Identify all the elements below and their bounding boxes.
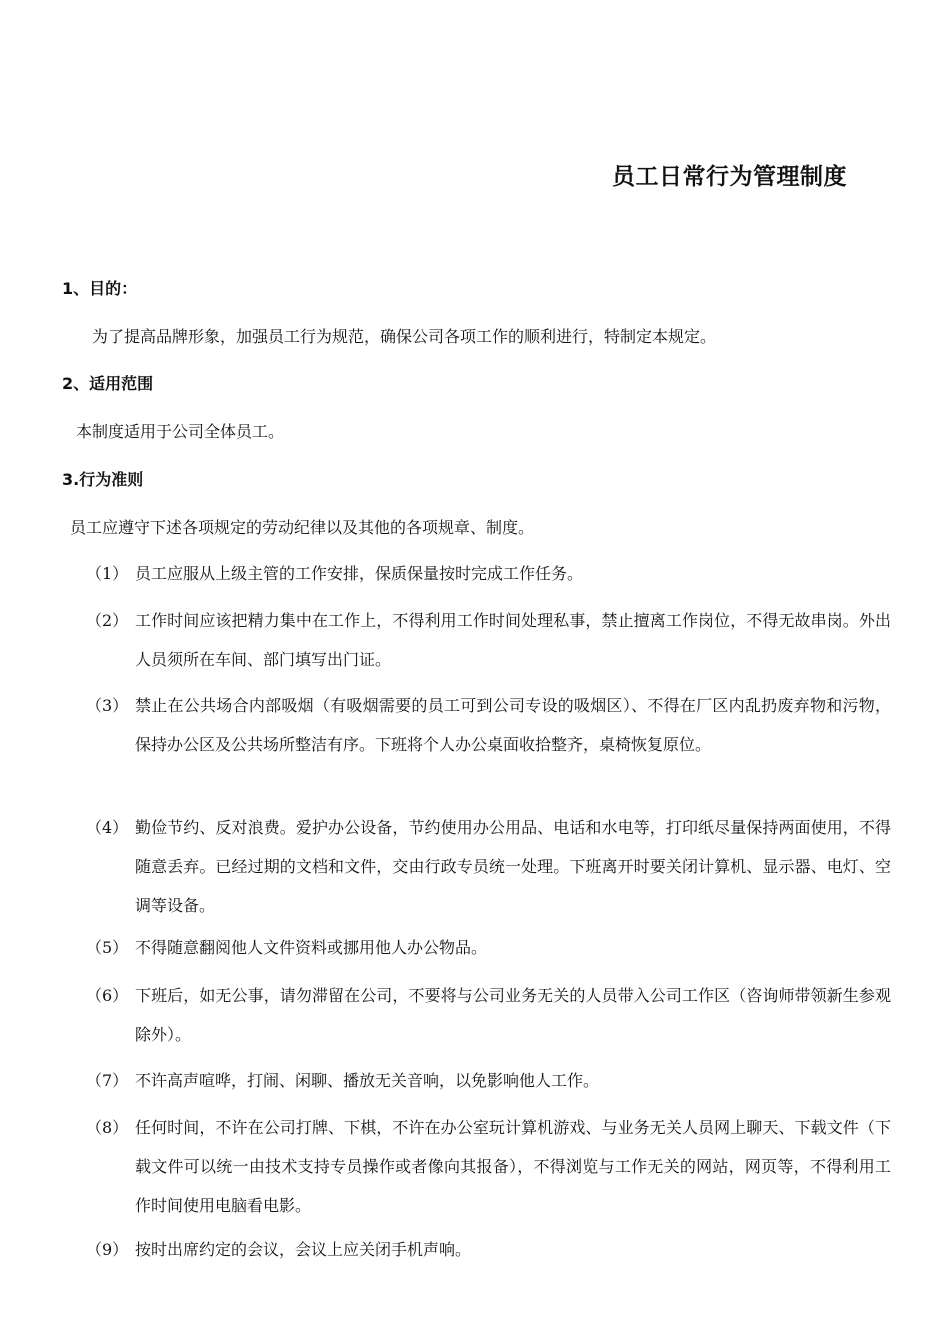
rule-number: （1）: [86, 564, 129, 583]
rule-item: [86, 976, 891, 1054]
rule-item: [86, 808, 891, 925]
rule-item: [86, 928, 891, 967]
document-title: 员工日常行为管理制度: [612, 164, 847, 190]
section-heading-purpose: 1、目的：: [62, 279, 138, 298]
rule-text: 不许高声喧哗，打闹、闲聊、播放无关音响，以免影响他人工作。: [135, 1071, 600, 1090]
rule-item: [86, 1230, 891, 1269]
rule-item: [86, 686, 891, 764]
section-heading-conduct: 3.行为准则: [62, 470, 144, 489]
rule-text: 工作时间应该把精力集中在工作上，不得利用工作时间处理私事，禁止擅离工作岗位，不得无故串岗。外出人员须所在车间、部门填写出门证。: [135, 611, 891, 669]
rule-number: （6）: [86, 986, 129, 1005]
section-paragraph-purpose: 为了提高品牌形象，加强员工行为规范，确保公司各项工作的顺利进行，特制定本规定。: [92, 327, 717, 346]
rule-number: （7）: [86, 1071, 129, 1090]
rule-number: （5）: [86, 938, 129, 957]
rule-item: [86, 1108, 891, 1225]
rule-text: 任何时间，不许在公司打牌、下棋，不许在办公室玩计算机游戏、与业务无关人员网上聊天、下载文件（下载文件可以统一由技术支持专员操作或者像向其报备），不得浏览与工作无关的网站，网页等，不得利用工作时间使用电脑看电影。: [135, 1118, 891, 1215]
rule-text: 员工应服从上级主管的工作安排，保质保量按时完成工作任务。: [135, 564, 584, 583]
rule-item: [86, 1061, 891, 1100]
rule-text: 下班后，如无公事，请勿滞留在公司，不要将与公司业务无关的人员带入公司工作区（咨询师带领新生参观除外）。: [135, 986, 891, 1044]
rule-text: 禁止在公共场合内部吸烟（有吸烟需要的员工可到公司专设的吸烟区）、不得在厂区内乱扔废弃物和污物，保持办公区及公共场所整洁有序。下班将个人办公桌面收拾整齐，桌椅恢复原位。: [135, 696, 891, 754]
rule-number: （3）: [86, 696, 129, 715]
rule-text: 勤俭节约、反对浪费。爱护办公设备，节约使用办公用品、电话和水电等，打印纸尽量保持两面使用，不得随意丢弃。已经过期的文档和文件，交由行政专员统一处理。下班离开时要关闭计算机、显示器、电灯、空调等设备。: [135, 818, 891, 915]
rule-number: （2）: [86, 611, 129, 630]
rule-item: [86, 554, 891, 593]
rule-number: （8）: [86, 1118, 129, 1137]
rule-text: 按时出席约定的会议，会议上应关闭手机声响。: [135, 1240, 472, 1259]
section-paragraph-conduct: 员工应遵守下述各项规定的劳动纪律以及其他的各项规章、制度。: [70, 518, 535, 537]
section-heading-scope: 2、适用范围: [62, 374, 154, 393]
rule-item: [86, 601, 891, 679]
section-paragraph-scope: 本制度适用于公司全体员工。: [76, 422, 285, 441]
rule-number: （4）: [86, 818, 129, 837]
rule-text: 不得随意翻阅他人文件资料或挪用他人办公物品。: [135, 938, 488, 957]
rule-number: （9）: [86, 1240, 129, 1259]
